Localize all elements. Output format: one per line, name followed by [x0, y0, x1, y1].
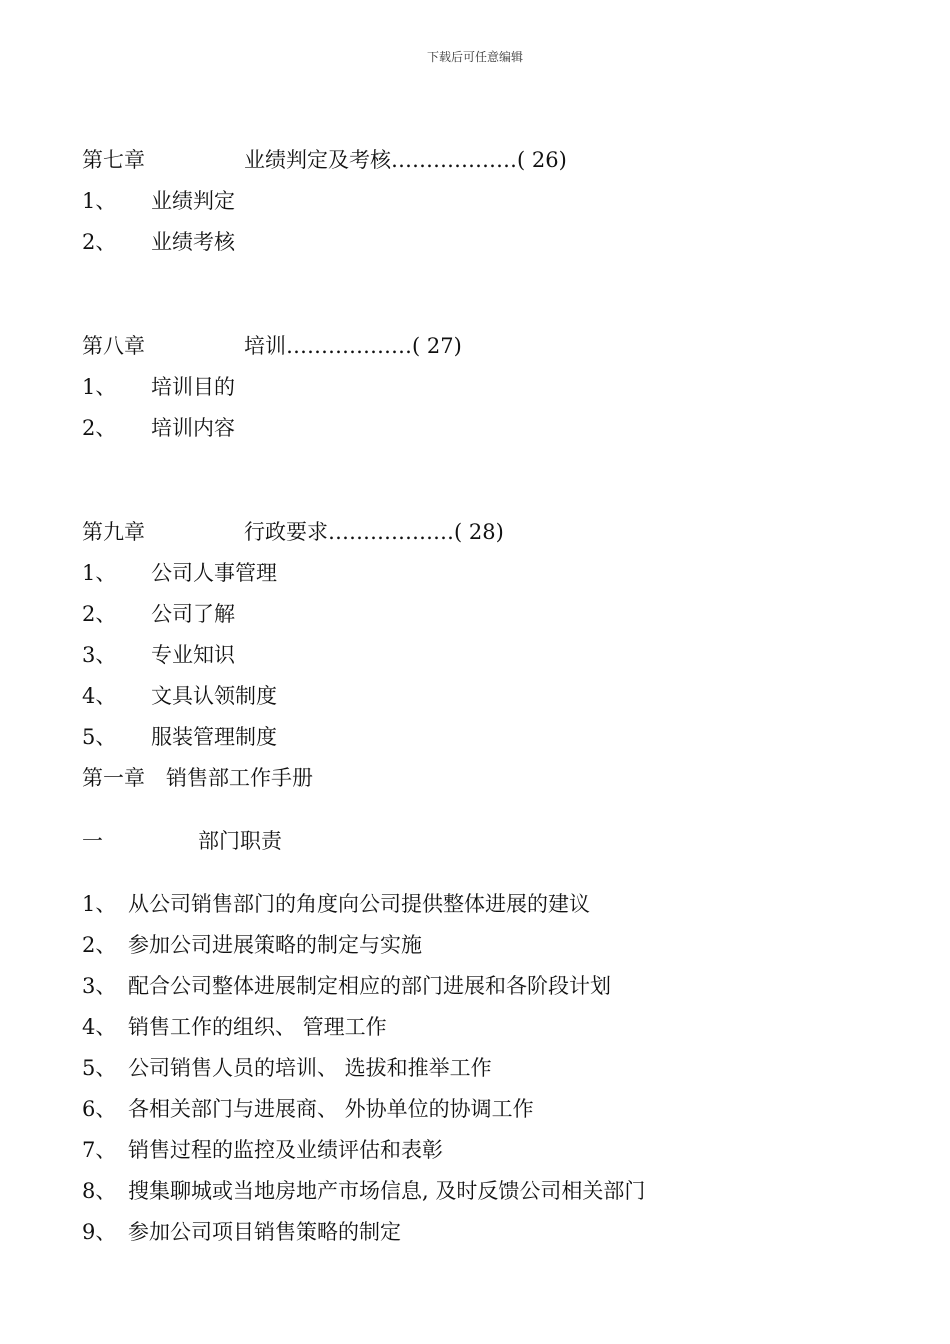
item-text: 服装管理制度 — [151, 725, 277, 749]
item-text: 业绩考核 — [151, 230, 235, 254]
item-text: 业绩判定 — [151, 189, 235, 213]
leader-dots: ……………… — [328, 520, 454, 544]
item-number: 2、 — [82, 602, 117, 626]
list-item — [82, 1014, 387, 1040]
chapter-title: 业绩判定及考核 — [244, 148, 391, 172]
item-text: 搜集聊城或当地房地产市场信息, 及时反馈公司相关部门 — [128, 1179, 646, 1203]
chapter-label: 第七章 — [82, 148, 145, 172]
item-number: 2、 — [82, 416, 117, 440]
item-text: 销售工作的组织、 管理工作 — [128, 1015, 387, 1039]
item-text: 配合公司整体进展制定相应的部门进展和各阶段计划 — [128, 974, 611, 998]
item-text: 各相关部门与进展商、 外协单位的协调工作 — [128, 1097, 534, 1121]
item-text: 从公司销售部门的角度向公司提供整体进展的建议 — [128, 892, 590, 916]
list-item — [82, 932, 422, 958]
list-item — [82, 1178, 645, 1204]
page-ref: ( 26) — [517, 148, 567, 172]
item-number: 1、 — [82, 375, 117, 399]
list-item — [82, 1219, 401, 1245]
item-text: 专业知识 — [151, 643, 235, 667]
item-number: 5、 — [82, 725, 117, 749]
item-number: 5、 — [82, 1056, 117, 1080]
item-number: 4、 — [82, 1015, 117, 1039]
leader-dots: ……………… — [286, 334, 412, 358]
list-item — [82, 601, 235, 627]
item-text: 培训目的 — [151, 375, 235, 399]
section-title: 部门职责 — [198, 829, 282, 853]
list-item — [82, 1137, 443, 1163]
item-number: 8、 — [82, 1179, 117, 1203]
item-number: 9、 — [82, 1220, 117, 1244]
list-item — [82, 560, 277, 586]
list-item — [82, 229, 235, 255]
list-item — [82, 642, 235, 668]
toc-entry-chapter7 — [82, 147, 567, 173]
list-item — [82, 415, 235, 441]
item-text: 文具认领制度 — [151, 684, 277, 708]
item-number: 2、 — [82, 230, 117, 254]
list-item — [82, 374, 235, 400]
item-number: 6、 — [82, 1097, 117, 1121]
item-number: 2、 — [82, 933, 117, 957]
list-item — [82, 1055, 492, 1081]
item-text: 参加公司进展策略的制定与实施 — [128, 933, 422, 957]
list-item — [82, 973, 611, 999]
chapter-title: 培训 — [244, 334, 286, 358]
page-header: 下载后可任意编辑 — [426, 50, 523, 64]
chapter-title: 行政要求 — [244, 520, 328, 544]
page-ref: ( 27) — [412, 334, 462, 358]
item-text: 公司了解 — [151, 602, 235, 626]
item-number: 4、 — [82, 684, 117, 708]
toc-entry-chapter9 — [82, 519, 504, 545]
item-text: 参加公司项目销售策略的制定 — [128, 1220, 401, 1244]
section-label: 一 — [82, 829, 103, 853]
list-item — [82, 188, 235, 214]
list-item — [82, 891, 590, 917]
section-heading — [82, 828, 282, 854]
item-text: 销售过程的监控及业绩评估和表彰 — [128, 1138, 443, 1162]
toc-entry-chapter8 — [82, 333, 462, 359]
chapter-label: 第八章 — [82, 334, 145, 358]
item-number: 3、 — [82, 643, 117, 667]
item-number: 3、 — [82, 974, 117, 998]
item-text: 培训内容 — [151, 416, 235, 440]
item-text: 公司人事管理 — [151, 561, 277, 585]
item-number: 1、 — [82, 189, 117, 213]
leader-dots: ……………… — [391, 148, 517, 172]
list-item — [82, 683, 277, 709]
item-text: 公司销售人员的培训、 选拔和推举工作 — [128, 1056, 492, 1080]
item-number: 1、 — [82, 892, 117, 916]
chapter-heading: 第一章 销售部工作手册 — [82, 766, 313, 790]
item-number: 7、 — [82, 1138, 117, 1162]
chapter-label: 第九章 — [82, 520, 145, 544]
page-ref: ( 28) — [454, 520, 504, 544]
list-item — [82, 1096, 534, 1122]
list-item — [82, 724, 277, 750]
item-number: 1、 — [82, 561, 117, 585]
